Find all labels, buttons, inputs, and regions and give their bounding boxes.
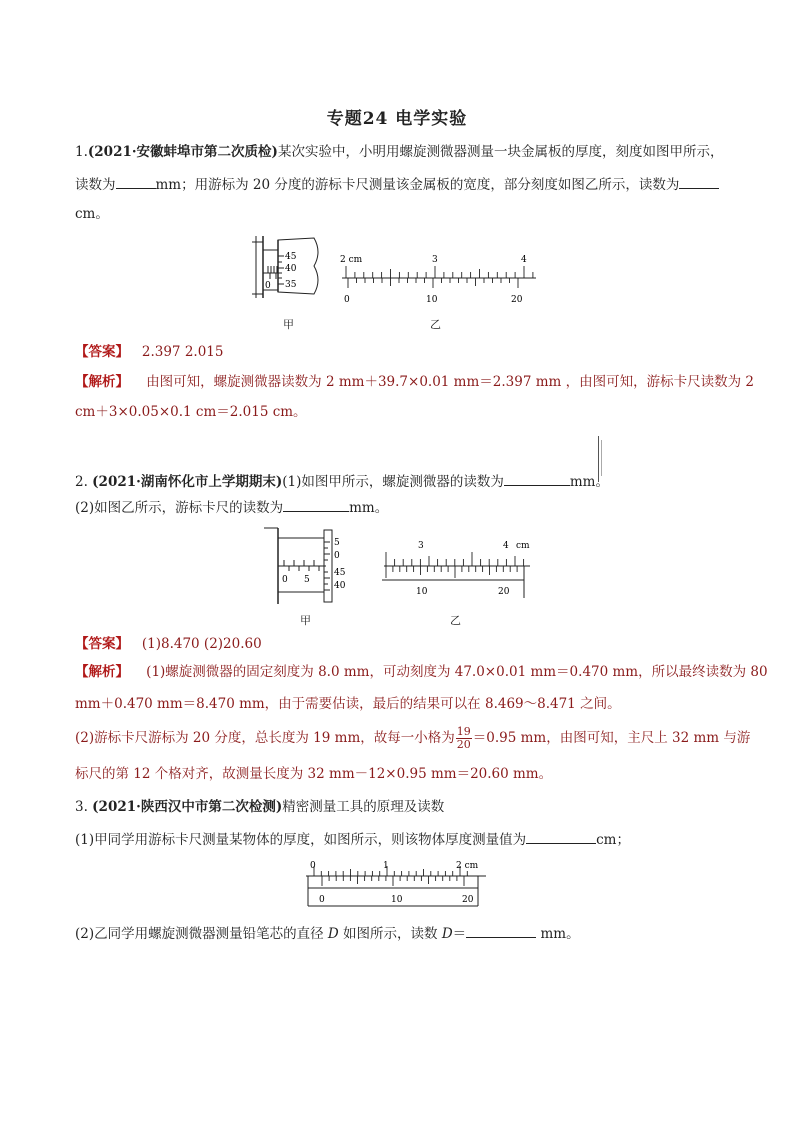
q1-line1 (75, 142, 735, 162)
q1-caliper-vernier-label-10: 10 (426, 295, 438, 304)
q2-micrometer-thimble-0: 0 (334, 551, 340, 561)
q2-line1 (75, 471, 735, 492)
q2-answer-tag: 【答案】 (75, 636, 129, 652)
q2-micrometer-sleeve-5: 5 (304, 575, 310, 585)
q2-caliper-main-label-3: 3 (418, 541, 424, 551)
q1-answer (75, 342, 735, 362)
q2-micrometer-frame (264, 528, 332, 604)
q3-caliper-main-label-0: 0 (310, 861, 316, 871)
q1-caliper-vernier-label-20: 20 (511, 295, 523, 304)
q3-var-d: D (327, 926, 339, 942)
q2-caliper-vernier-scale (386, 566, 524, 578)
q2-source: (2021·湖南怀化市上学期期末) (92, 474, 283, 490)
q2-caliper-main-scale (386, 552, 524, 566)
q3-caliper-vernier-label-20: 20 (462, 895, 474, 905)
q3-text1b: cm； (596, 832, 630, 848)
q2-text1b: mm。 (569, 474, 609, 490)
q1-caption-yi: 乙 (430, 318, 441, 331)
q2-micrometer-thimble-5: 5 (334, 538, 340, 548)
q3-caliper-vernier-label-0: 0 (319, 895, 325, 905)
q1-analysis-line2: cm＋3×0.05×0.1 cm＝2.015 cm。 (75, 404, 307, 420)
q2-analysis-tag: 【解析】 (75, 664, 129, 680)
q2-answer-value: (1)8.470 (2)20.60 (141, 636, 262, 652)
q2-micrometer-figure (262, 526, 360, 606)
q2-text2a: (2)如图乙所示，游标卡尺的读数为 (75, 500, 284, 516)
q2-line2 (75, 497, 735, 518)
q2-text2b: mm。 (349, 500, 389, 516)
q3-line1 (75, 829, 735, 850)
q3-caliper-main-scale (314, 866, 467, 876)
q1-text3: cm。 (75, 206, 109, 222)
q1-caliper-vernier-label-0: 0 (344, 295, 350, 304)
q2-analysis-line2: mm＋0.470 mm＝8.470 mm，由于需要估读，最后的结果可以在 8.469～8.471 之间。 (75, 696, 621, 712)
q2-blank-1[interactable] (504, 471, 570, 486)
q1-text1: 某次实验中，小明用螺旋测微器测量一块金属板的厚度，刻度如图甲所示， (277, 144, 724, 160)
q3-source: (2021·陕西汉中市第二次检测) (92, 799, 283, 815)
q3-var-d-2: D (441, 926, 453, 942)
q1-analysis-text1: 由图可知，螺旋测微器读数为 2 mm＋39.7×0.01 mm＝2.397 mm ，由图可知，游标卡尺读数为 2 (146, 374, 754, 390)
q1-micrometer-thimble-45: 45 (285, 252, 297, 262)
q1-text2a: 读数为 (75, 177, 116, 193)
q2-caption-jia: 甲 (300, 614, 311, 627)
q2-analysis-text3a: (2)游标卡尺游标为 20 分度，总长度为 19 mm，故每一小格为 (75, 730, 455, 746)
q2-micrometer-thimble-40: 40 (334, 581, 346, 591)
q1-analysis-tag: 【解析】 (75, 374, 129, 390)
q3-caliper-vernier-label-10: 10 (391, 895, 403, 905)
q1-source: (2021·安徽蚌埠市第二次质检) (87, 144, 278, 160)
q3-line0 (75, 797, 735, 817)
q2-fraction (456, 726, 472, 751)
q1-caliper-main-scale (346, 266, 533, 278)
q1-number: 1. (75, 144, 88, 160)
q2-micrometer-sleeve-0: 0 (282, 575, 288, 585)
q1-caliper-vernier-scale (348, 278, 518, 288)
q2-analysis-line4: 标尺的第 12 个格对齐，故测量长度为 32 mm－12×0.95 mm＝20.60 mm。 (75, 766, 553, 782)
q3-line2 (75, 923, 735, 944)
q1-answer-tag: 【答案】 (75, 344, 129, 360)
q3-text1a: (1)甲同学用游标卡尺测量某物体的厚度，如图所示，则该物体厚度测量值为 (75, 832, 527, 848)
q2-caption-yi: 乙 (450, 614, 461, 627)
q2-fraction-num: 19 (456, 725, 471, 738)
q2-fraction-den: 20 (456, 738, 471, 751)
q3-text2a: (2)乙同学用螺旋测微器测量铅笔芯的直径 (75, 926, 328, 942)
q2-number: 2. (75, 474, 93, 490)
q1-line3 (75, 204, 735, 224)
q2-analysis-text3b: ＝0.95 mm，由图可知，主尺上 32 mm 与游 (472, 730, 751, 746)
q3-text2c: ＝ (452, 926, 467, 942)
q3-text2b: 如图所示，读数 (338, 926, 442, 942)
q1-caliper-main-label-2cm: 2 cm (340, 255, 363, 265)
q3-text2d: mm。 (536, 926, 580, 942)
q3-caliper-figure (300, 856, 490, 910)
q2-analysis-line1 (75, 662, 768, 682)
q2-answer (75, 634, 735, 654)
q1-answer-value: 2.397 2.015 (141, 344, 224, 360)
q1-analysis-line1 (75, 372, 754, 392)
q2-caliper-vernier-label-10: 10 (416, 587, 428, 597)
q1-caption-jia: 甲 (283, 318, 294, 331)
q3-text0: 精密测量工具的原理及读数 (282, 799, 445, 815)
q2-analysis-text1: (1)螺旋测微器的固定刻度为 8.0 mm，可动刻度为 47.0×0.01 mm＝0.470 mm，所以最终读数为 80 (146, 664, 768, 680)
q3-number: 3. (75, 799, 93, 815)
q3-blank-1[interactable] (526, 829, 596, 844)
page-title: 专题24 电学实验 (326, 109, 468, 129)
q2-caliper-figure (378, 536, 538, 602)
q1-caliper-main-label-3: 3 (432, 255, 438, 265)
q1-caliper-main-label-4: 4 (521, 255, 527, 265)
q1-micrometer-figure (248, 232, 328, 302)
q2-analysis-line3 (75, 725, 751, 751)
q1-micrometer-thimble-35: 35 (285, 280, 297, 290)
q3-caliper-main-label-2cm: 2 cm (456, 861, 479, 871)
q3-caliper-vernier-scale (322, 876, 464, 886)
q2-caliper-main-label-4: 4 (503, 541, 509, 551)
q1-micrometer-thimble-40: 40 (285, 264, 297, 274)
q2-caliper-main-label-cm: cm (516, 541, 530, 551)
q1-text2b: mm；用游标为 20 分度的游标卡尺测量该金属板的宽度，部分刻度如图乙所示，读数为 (155, 177, 680, 193)
q3-caliper-main-label-1: 1 (383, 861, 389, 871)
q3-blank-2[interactable] (466, 923, 536, 938)
q1-micrometer-sleeve-0: 0 (265, 281, 271, 291)
q1-blank-1[interactable] (116, 174, 156, 189)
q1-blank-2[interactable] (679, 174, 719, 189)
q2-micrometer-thimble-45: 45 (334, 568, 346, 578)
q2-caliper-vernier-label-20: 20 (498, 587, 510, 597)
q1-line2 (75, 174, 735, 195)
q2-text1a: (1)如图甲所示，螺旋测微器的读数为 (282, 474, 504, 490)
q1-caliper-figure (336, 252, 544, 304)
q2-blank-2[interactable] (283, 497, 349, 512)
